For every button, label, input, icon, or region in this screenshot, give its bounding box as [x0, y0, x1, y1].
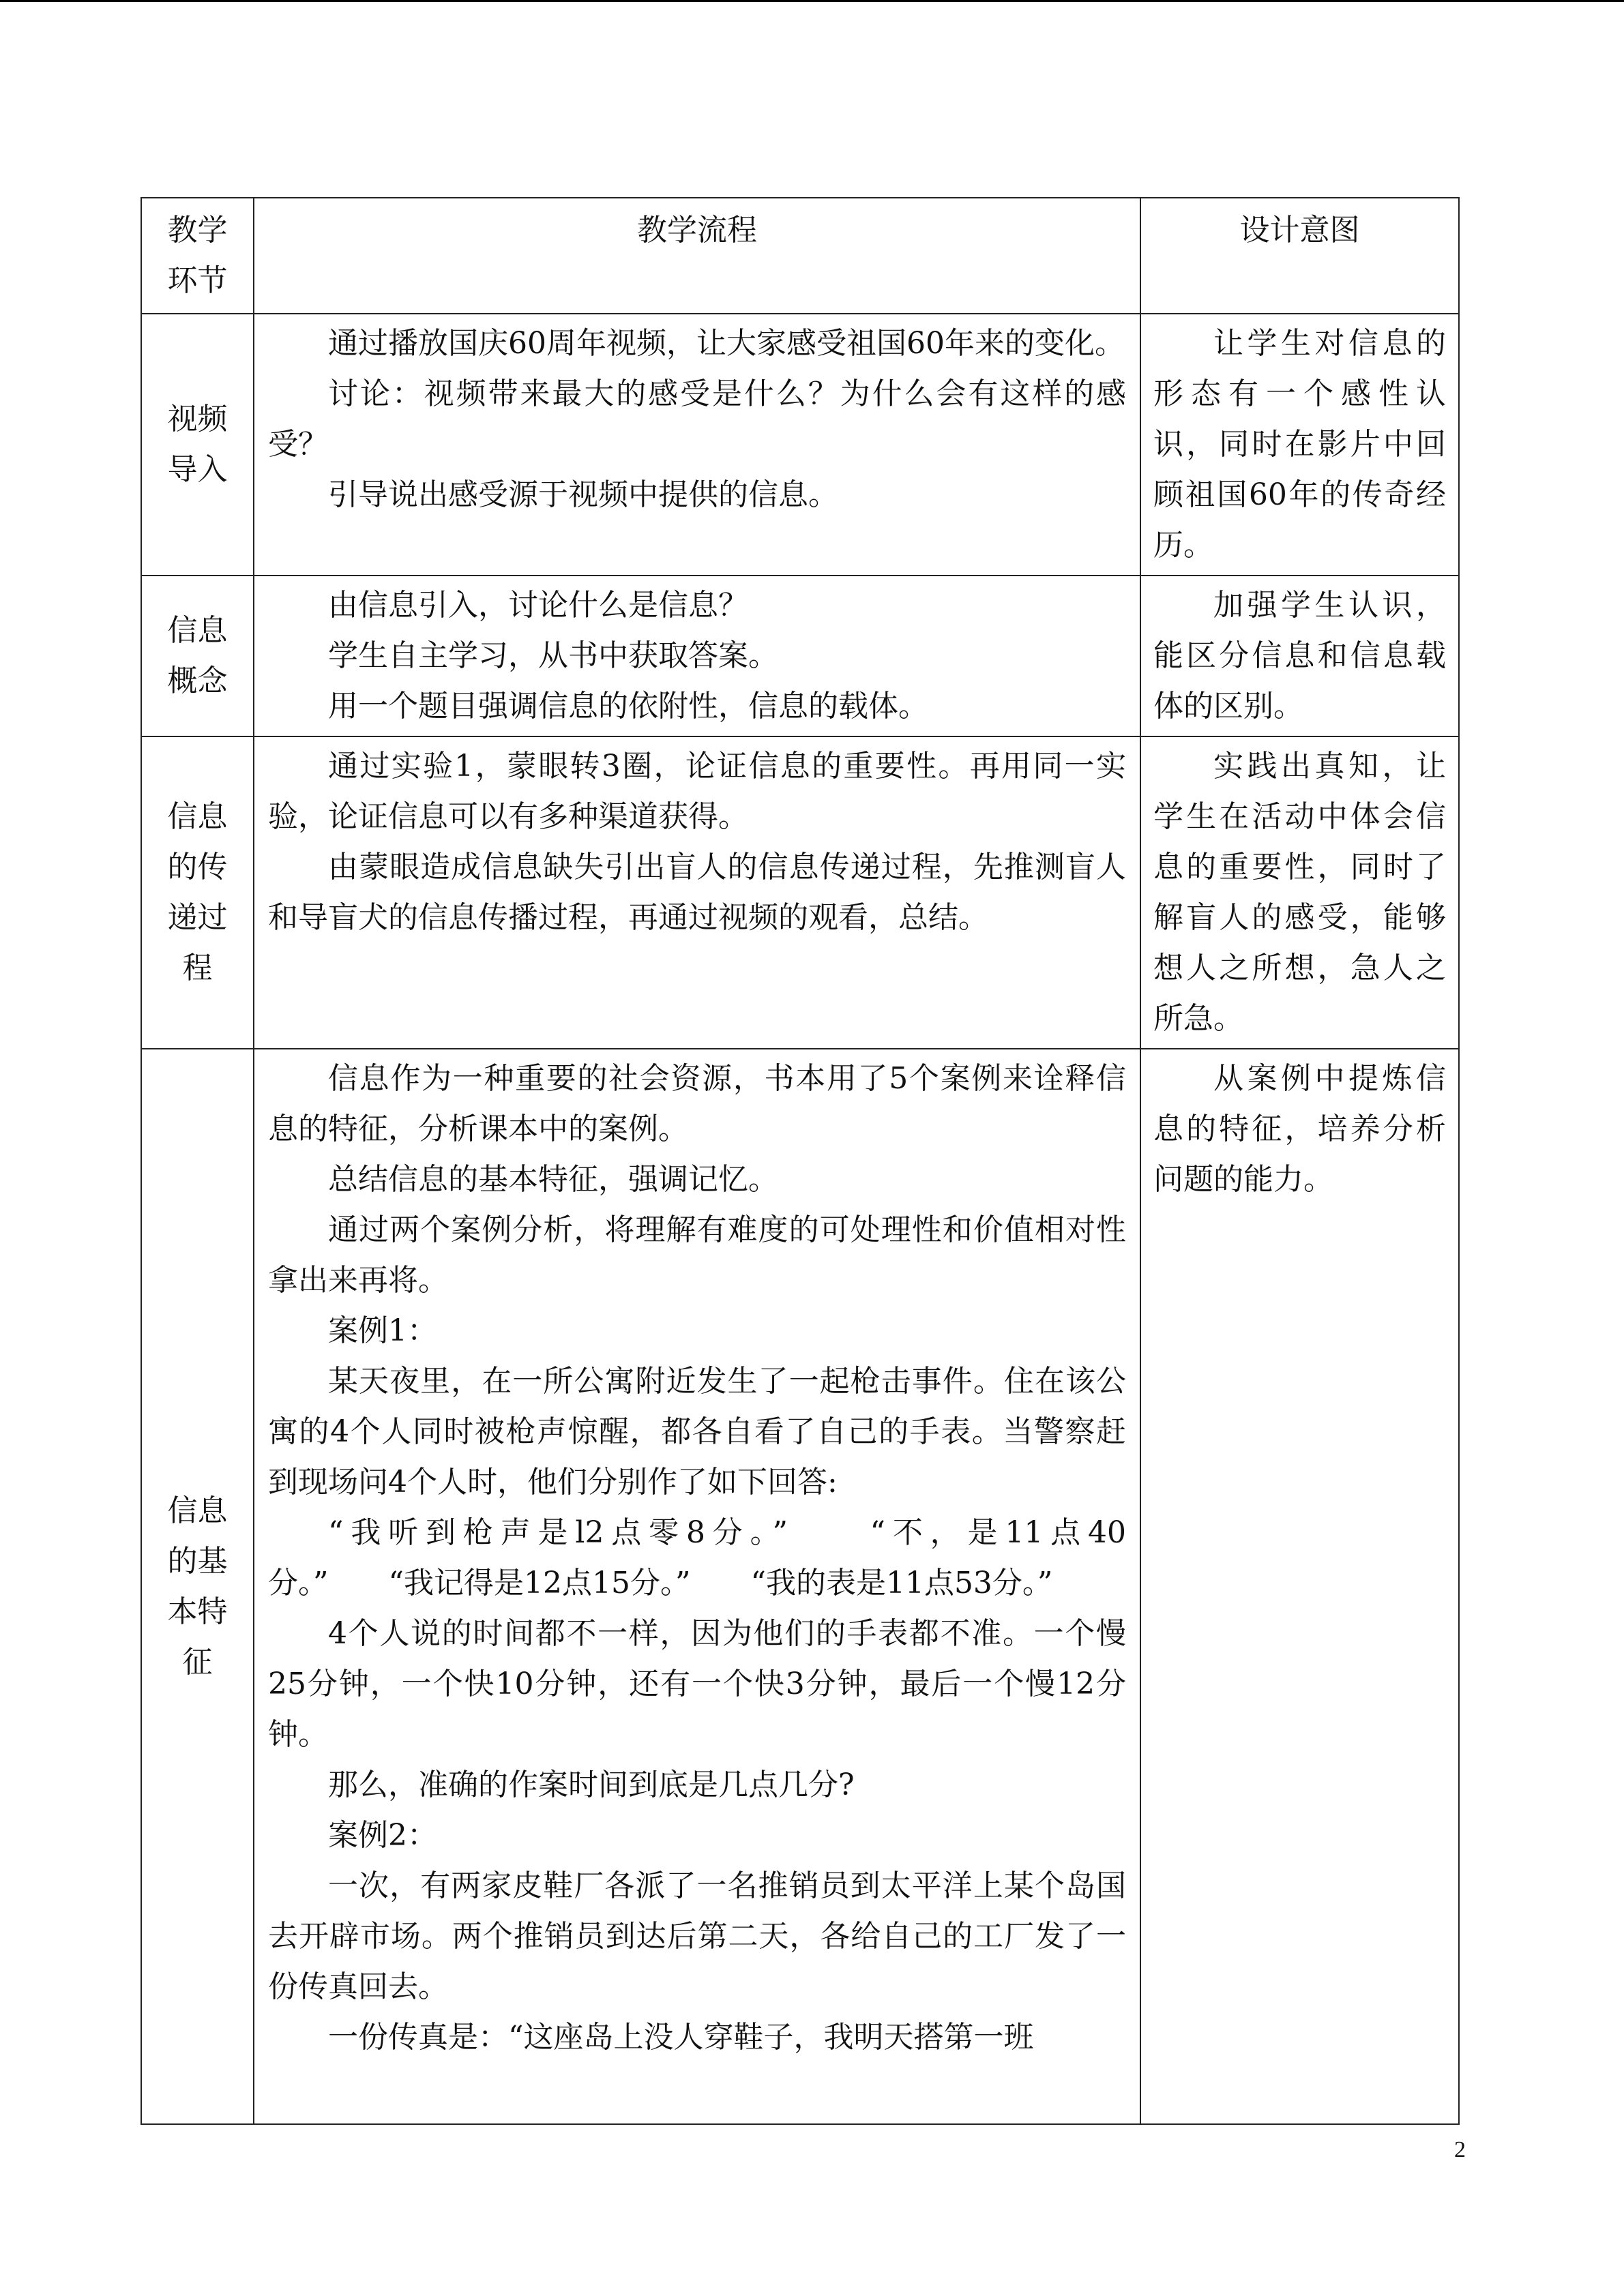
flow-paragraph: 通过实验1，蒙眼转3圈，论证信息的重要性。再用同一实验，论证信息可以有多种渠道获得。: [268, 749, 1126, 834]
flow-paragraph: 讨论：视频带来最大的感受是什么？为什么会有这样的感受？: [268, 376, 1126, 462]
flow-paragraph: “我听到枪声是l2点零8分。” “不，是11点40分。” “我记得是12点15分。” “我的表是11点53分。”: [268, 1515, 1126, 1600]
flow-paragraph: 案例1：: [328, 1313, 437, 1348]
intent-paragraph: 从案例中提炼信息的特征，培养分析问题的能力。: [1153, 1061, 1446, 1197]
flow-paragraph: 信息作为一种重要的社会资源，书本用了5个案例来诠释信息的特征，分析课本中的案例。: [268, 1061, 1126, 1146]
intent-cell: [1140, 736, 1459, 1049]
flow-cell: [254, 314, 1140, 576]
flow-paragraph: 学生自主学习，从书中获取答案。: [328, 638, 778, 673]
flow-cell: [254, 1049, 1140, 2124]
table-header-row: [141, 198, 1459, 314]
intent-cell: [1140, 1049, 1459, 2124]
flow-paragraph: 总结信息的基本特征，强调记忆。: [328, 1162, 778, 1197]
table-row: [141, 576, 1459, 736]
flow-paragraph: 由蒙眼造成信息缺失引出盲人的信息传递过程，先推测盲人和导盲犬的信息传播过程，再通过视频的观看，总结。: [268, 850, 1126, 935]
flow-paragraph: 某天夜里，在一所公寓附近发生了一起枪击事件。住在该公寓的4个人同时被枪声惊醒，都各自看了自己的手表。当警察赶到现场问4个人时，他们分别作了如下回答:: [268, 1364, 1126, 1500]
header-stage: 教学 环节: [141, 198, 254, 314]
flow-paragraph: 一份传真是：“这座岛上没人穿鞋子，我明天搭第一班: [328, 2020, 1034, 2055]
page-number: 2: [1454, 2137, 1466, 2162]
header-intent: 设计意图: [1140, 198, 1459, 314]
stage-cell: 信息 的传 递过 程: [141, 736, 254, 1049]
intent-cell: [1140, 576, 1459, 736]
header-flow: 教学流程: [254, 198, 1140, 314]
flow-paragraph: 一次，有两家皮鞋厂各派了一名推销员到太平洋上某个岛国去开辟市场。两个推销员到达后第二天，各给自己的工厂发了一份传真回去。: [268, 1868, 1126, 2004]
intent-paragraph: 实践出真知，让学生在活动中体会信息的重要性，同时了解盲人的感受，能够想人之所想，急人之所急。: [1153, 749, 1446, 1036]
table-row: [141, 1049, 1459, 2124]
flow-paragraph: 那么，准确的作案时间到底是几点几分?: [328, 1768, 855, 1802]
lesson-plan-table: [141, 197, 1460, 2125]
flow-paragraph: 用一个题目强调信息的依附性，信息的载体。: [328, 689, 928, 724]
stage-cell: 信息 的基 本特 征: [141, 1049, 254, 2124]
table-row: [141, 736, 1459, 1049]
intent-paragraph: 让学生对信息的形态有一个感性认识，同时在影片中回顾祖国60年的传奇经历。: [1153, 326, 1446, 563]
flow-paragraph: 通过播放国庆60周年视频，让大家感受祖国60年来的变化。: [328, 326, 1125, 361]
stage-cell: 信息 概念: [141, 576, 254, 736]
flow-cell: [254, 576, 1140, 736]
flow-paragraph: 通过两个案例分析，将理解有难度的可处理性和价值相对性拿出来再将。: [268, 1212, 1126, 1298]
flow-paragraph: 案例2：: [328, 1818, 437, 1853]
flow-cell: [254, 736, 1140, 1049]
intent-paragraph: 加强学生认识，能区分信息和信息载体的区别。: [1153, 588, 1446, 724]
table-row: [141, 314, 1459, 576]
top-border-line: [0, 0, 1624, 2]
flow-paragraph: 由信息引入，讨论什么是信息？: [328, 588, 748, 623]
intent-cell: [1140, 314, 1459, 576]
flow-paragraph: 4个人说的时间都不一样，因为他们的手表都不准。一个慢25分钟，一个快10分钟，还有一个快3分钟，最后一个慢12分钟。: [268, 1616, 1126, 1752]
flow-paragraph: 引导说出感受源于视频中提供的信息。: [328, 477, 838, 512]
stage-cell: 视频 导入: [141, 314, 254, 576]
